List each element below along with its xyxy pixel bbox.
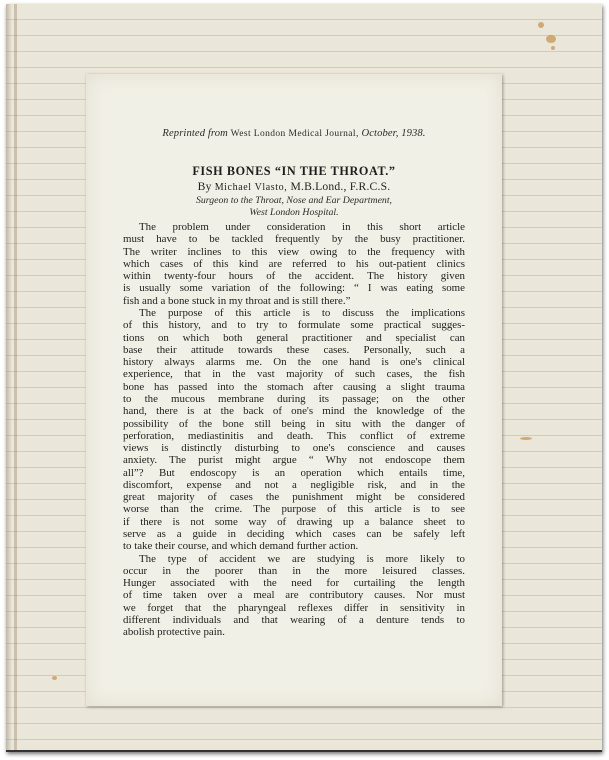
text-line: The problem under consideration in this short article (139, 221, 465, 233)
text-line: different individuals and that wearing of a denture tends to (123, 614, 465, 626)
text-line: of this history, and to try to formulate some practical sugges- (123, 319, 465, 332)
text-line: within twenty-four hours of the accident. The history given (123, 270, 465, 283)
reprint-sheet (86, 74, 502, 706)
author-degrees: M.B.Lond., F.R.C.S. (290, 180, 391, 193)
text-line: tions on which both general practitioner and specialist can (123, 331, 465, 344)
text-line: occur in the poorer than in the more leisured classes. (123, 564, 465, 577)
text-line: to take their course, and which demand further action. (123, 540, 359, 553)
text-line: which cases of this kind are referred to his out-patient clinics (123, 257, 465, 270)
affiliation-line: West London Hospital. (249, 206, 339, 218)
text-line: we forget that the pharyngeal reflexes differ in sensitivity in (123, 601, 465, 614)
text-line: anxiety. The purist might argue “ Why not endoscope them (123, 454, 465, 467)
stain-mark (538, 22, 544, 28)
text-line: history always alarms me. On the one hand is one's clinical (123, 356, 465, 369)
author-name: Michael Vlasto, (214, 182, 288, 193)
paragraph (123, 307, 465, 553)
album-bottom-border (6, 750, 602, 752)
text-line: fish and a bone stuck in my throat and is still there.” (123, 294, 351, 307)
text-line: all”? But endoscopy is an operation which entails time, (123, 466, 465, 479)
stain-mark (52, 676, 57, 680)
text-line: views is distinctly disturbing to one's conscience and causes (123, 442, 465, 455)
text-line: bone has passed into the stomach after causing a slight trauma (123, 380, 465, 393)
text-line: great majority of cases the punishment might be considered (123, 491, 465, 504)
issue-date: October, 1938. (361, 128, 426, 139)
stain-mark (520, 437, 532, 440)
text-line: of time taken over a meal are contributory causes. Nor must (123, 589, 465, 602)
text-line: The writer inclines to this view owing to the frequency with (123, 245, 465, 258)
paragraph (123, 221, 465, 307)
text-line: to the mucous membrane during its passage; on the other (123, 392, 465, 405)
text-line: experience, that in the vast majority of such cases, the fish (123, 368, 465, 381)
text-line: discomfort, expense and not a negligible risk, and in the (123, 478, 465, 491)
article-body (123, 221, 465, 639)
text-line: possibility of the bone still being in situ with the danger of (123, 417, 465, 430)
journal-name: West London Medical Journal, (230, 129, 359, 139)
text-line: hand, there is at the back of one's mind the knowledge of the (123, 405, 465, 418)
text-line: The type of accident we are studying is more likely to (139, 552, 465, 565)
reprint-note (86, 128, 502, 139)
text-line: abolish protective pain. (123, 626, 225, 639)
article-title: FISH BONES “IN THE THROAT.” (192, 164, 396, 178)
stain-mark (551, 46, 555, 50)
text-line: must have to be tackled frequently by the busy practitioner. (123, 233, 465, 246)
text-line: worse than the crime. The purpose of this article is to see (123, 503, 465, 516)
text-line: perforation, mediastinitis and death. This conflict of extreme (123, 429, 465, 442)
text-line: The purpose of this article is to discuss the implications (139, 306, 465, 319)
byline (86, 180, 502, 193)
affiliation-line: Surgeon to the Throat, Nose and Ear Department, (195, 195, 393, 206)
reprint-prefix: Reprinted from (162, 128, 228, 139)
album-margin-line (14, 4, 17, 752)
album-page-edge (6, 4, 12, 752)
stain-mark (546, 35, 556, 43)
author-affiliation (86, 195, 502, 218)
text-line: if there is not some way of drawing up a balance sheet to (123, 515, 465, 528)
paragraph (123, 553, 465, 639)
byline-by: By (197, 180, 212, 193)
text-line: serve as a guide in deciding which cases can be safely left (123, 528, 465, 541)
text-line: Hunger associated with the need for curtailing the length (123, 577, 465, 590)
text-line: is usually some variation of the following: “ I was eating some (123, 282, 465, 295)
text-line: base their attitude towards these cases. Personally, such a (123, 343, 465, 356)
